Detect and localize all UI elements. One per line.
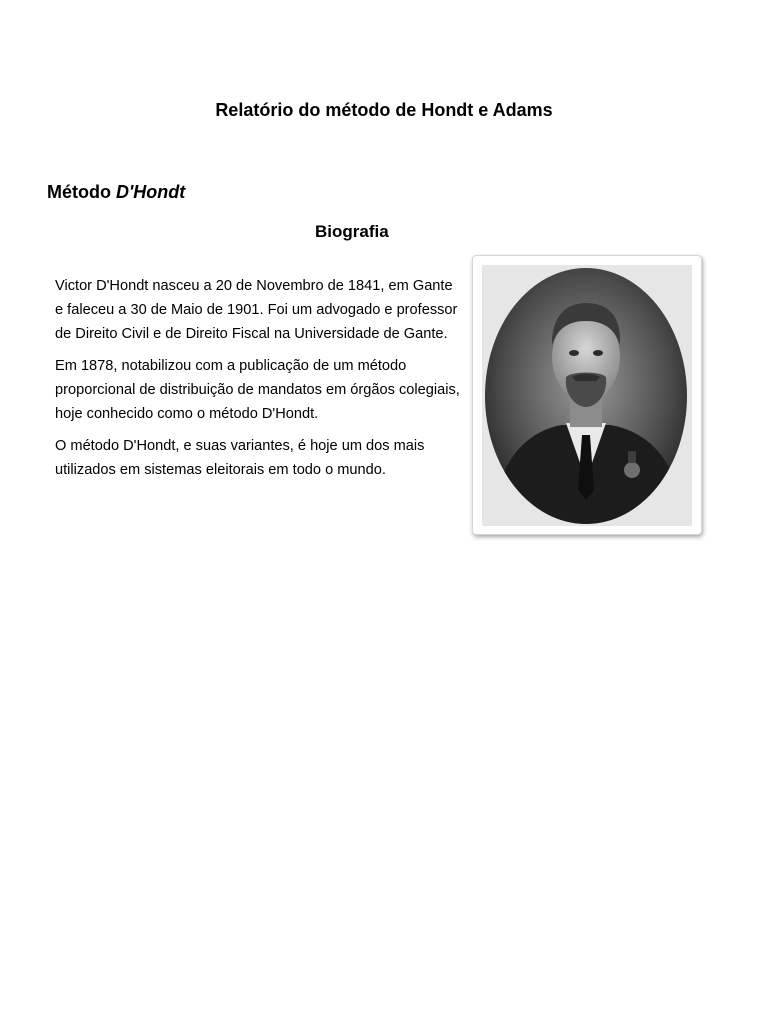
biography-heading: Biografia (315, 222, 389, 241)
portrait-photo-icon (482, 265, 692, 526)
biography-text (55, 274, 460, 490)
biography-paragraph-2: Em 1878, notabilizou com a publicação de um método proporcional de distribuição de mandatos em órgãos colegiais, hoje conhecido como o método D'Hondt. (55, 358, 460, 422)
section-heading-name: D'Hondt (116, 182, 186, 202)
document-title: Relatório do método de Hondt e Adams (215, 100, 553, 120)
section-heading (47, 182, 185, 203)
portrait-frame (472, 255, 702, 535)
biography-paragraph-3: O método D'Hondt, e suas variantes, é hoje um dos mais utilizados em sistemas eleitorais em todo o mundo. (55, 438, 425, 478)
biography-paragraph-1: Victor D'Hondt nasceu a 20 de Novembro de 1841, em Gante e faleceu a 30 de Maio de 1901. Foi um advogado e professor de Direito Civil e de Direito Fiscal na Universidade de Gante. (55, 278, 458, 342)
section-heading-prefix: Método (47, 182, 111, 202)
